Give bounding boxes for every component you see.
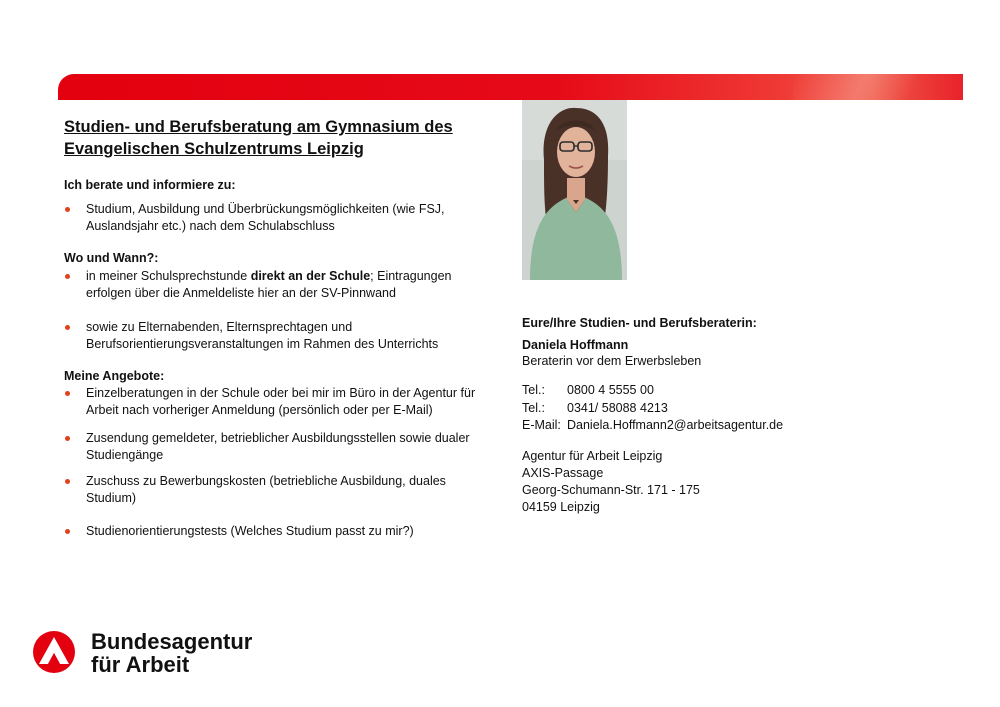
contact-label-email: E-Mail: [522, 418, 561, 432]
contact-label-phone-1: Tel.: [522, 383, 545, 397]
advisor-role: Beraterin vor dem Erwerbsleben [522, 354, 702, 368]
contact-label-phone-2: Tel.: [522, 401, 545, 415]
when-bullet-2: sowie zu Elternabenden, Elternsprechtagen und Berufsorientierungsveranstaltungen im Rahmen des Unterrichts [86, 319, 486, 353]
header-banner [58, 74, 963, 100]
offer-item: Zuschuss zu Bewerbungskosten (betriebliche Ausbildung, duales Studium) [86, 473, 486, 507]
offer-item: Studienorientierungstests (Welches Studium passt zu mir?) [86, 523, 486, 540]
advisor-portrait-illustration [522, 100, 627, 280]
offer-item: Zusendung gemeldeter, betrieblicher Ausbildungsstellen sowie dualer Studiengänge [86, 430, 486, 464]
page-title: Studien- und Berufsberatung am Gymnasium des Evangelischen Schulzentrums Leipzig [64, 118, 453, 158]
contact-email-link[interactable]: Daniela.Hoffmann2@arbeitsagentur.de [567, 418, 784, 432]
info-bullet: Studium, Ausbildung und Überbrückungsmöglichkeiten (wie FSJ, Auslandsjahr etc.) nach dem Schulabschluss [86, 201, 486, 235]
advisor-name: Daniela Hoffmann [522, 338, 629, 352]
info-heading: Ich berate und informiere zu: [64, 178, 236, 192]
advisor-photo [522, 100, 627, 280]
ba-logo-icon [32, 630, 76, 674]
when-bullet-1: in meiner Schulsprechstunde direkt an der Schule; Eintragungen erfolgen über die Anmeldeliste hier an der SV-Pinnwand [86, 268, 486, 302]
brand-logo-text: Bundesagentur für Arbeit [91, 629, 253, 677]
address-block: Agentur für Arbeit Leipzig AXIS-Passage Georg-Schumann-Str. 171 - 175 04159 Leipzig [522, 449, 700, 514]
contact-phone-1[interactable]: 0800 4 5555 00 [567, 383, 654, 397]
offers-heading: Meine Angebote: [64, 369, 165, 383]
contact-phone-2[interactable]: 0341/ 58088 4213 [567, 401, 668, 415]
offer-item: Einzelberatungen in der Schule oder bei mir im Büro in der Agentur für Arbeit nach vorheriger Anmeldung (persönlich oder per E-Mail) [86, 385, 486, 419]
when-heading: Wo und Wann?: [64, 251, 159, 265]
banner-highlight [793, 74, 963, 100]
advisor-heading: Eure/Ihre Studien- und Berufsberaterin: [522, 316, 757, 330]
